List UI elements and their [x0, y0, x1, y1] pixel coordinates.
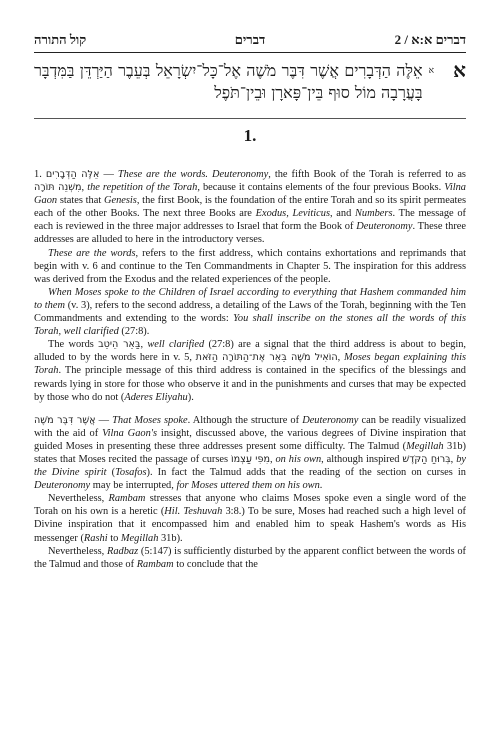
text-run: to conclude that the — [173, 558, 258, 570]
italic-run: These are the words — [48, 247, 136, 259]
italic-run: Rambam — [108, 493, 146, 505]
text-run: . The principle message of this third address is contained in the specifics of the blessings and rewards lying in store for those who observe it and in the punishments and curses that may be expected by those who do not ( — [34, 365, 466, 403]
hebrew-lemma: אֲשֶׁר דִּבֶּר מֹשֶׁה — [34, 414, 96, 426]
italic-run: the repetition of the Torah — [87, 182, 198, 194]
text-run: — — [95, 414, 113, 426]
italic-run: on his own — [275, 453, 322, 465]
text-run: can be readily visualized with the aid of — [34, 414, 467, 439]
italic-run: Hil. Teshuvah — [164, 506, 223, 518]
italic-run: Megillah — [406, 440, 444, 452]
text-run: , because it contains elements of the four previous Books. — [197, 182, 445, 194]
text-run: 1. — [34, 169, 46, 180]
hebrew-lemma: אֵלֶּה הַדְּבָרִים — [45, 169, 100, 180]
commentary-paragraph — [34, 168, 466, 247]
hebrew-term: מִשְׁנֵה תּוֹרָה — [34, 182, 82, 194]
commentary — [34, 168, 466, 571]
text-run: (27:8). — [118, 326, 150, 338]
text-run: may be interrupted, — [90, 480, 177, 492]
italic-run: Numbers — [354, 208, 393, 220]
text-run: 31b). — [158, 532, 183, 544]
text-run: 3:8.) To be sure, Moses had reached such a high level of Divine inspiration that it encompassed him and enabled him to speak Hashem's words as His messenger ( — [34, 506, 466, 544]
italic-run: Vilna Gaon — [34, 182, 466, 207]
hebrew-term: בַּאֵר הֵיטֵב — [98, 339, 141, 351]
text-run: states that — [57, 195, 104, 207]
header-page-ref: 2 / דברים א:א — [394, 32, 466, 47]
text-run: — — [99, 169, 118, 180]
italic-run: Exodus, Leviticus — [255, 208, 330, 220]
text-run: to — [107, 532, 121, 544]
commentary-paragraph — [34, 545, 466, 571]
verse-number: א — [428, 65, 434, 75]
italic-run: Rashi — [83, 532, 108, 544]
italic-run: These are the words. Deuteronomy — [117, 169, 269, 180]
text-run: Nevertheless, — [48, 545, 107, 557]
italic-run: Deuteronomy — [356, 221, 413, 233]
header-rule — [34, 52, 466, 53]
italic-run: for Moses uttered them on his own — [176, 480, 320, 492]
verse-block — [34, 60, 466, 104]
italic-run: Radbaz — [106, 545, 139, 557]
text-run: , — [81, 182, 88, 194]
text-run: (27:8) are a signal that the third address is about to begin, alluded to by the words here in v. 5, — [34, 339, 466, 364]
commentary-paragraph — [34, 338, 466, 403]
header-parsha: דברים — [234, 32, 266, 47]
text-run: , and — [330, 208, 355, 220]
italic-run: Genesis — [103, 195, 137, 207]
italic-run: Deuteronomy — [302, 414, 359, 426]
text-run: , the first Book, is the foundation of the entire Torah and so its spirit permeates each of the other Books. The next three Books are — [34, 195, 466, 220]
text-run: . Although the structure of — [187, 414, 303, 426]
italic-run: by the Divine spirit — [34, 453, 466, 479]
hebrew-term: הוֹאִיל מֹשֶׁה בֵּאֵר אֶת־הַתּוֹרָה הַזֹּאת — [195, 352, 338, 364]
hebrew-term: מִפִּי עַצְמוֹ — [231, 453, 270, 465]
text-run: , the fifth Book of the Torah is referred to as — [268, 169, 466, 180]
text-run: ( — [106, 467, 116, 479]
commentary-paragraph — [34, 492, 466, 544]
text-run: . — [319, 480, 323, 492]
text-run: , although inspired — [321, 453, 403, 465]
text-run: Nevertheless, — [48, 493, 109, 505]
text-run: ). — [187, 391, 194, 403]
text-run: The words — [48, 339, 99, 351]
text-run: . These three addresses are alluded to here in the introductory verses. — [34, 221, 466, 246]
italic-run: Moses began explaining this Torah — [34, 352, 466, 377]
text-run: (5:147) is sufficiently disturbed by the apparent conflict between the words of the Talmud and those of — [34, 545, 467, 570]
text-run: , refers to the first address, which contains exhortations and reprimands that begin with v. 6 and continue to the Ten Commandments in Chapter 5. The inspiration for this address was derived from the Exodus and the related experiences of the people. — [34, 247, 466, 285]
text-run: . The message of each is reviewed in the three major addresses to Israel that form the Book of — [34, 208, 466, 233]
verse-text: אֵלֶּה הַדְּבָרִים אֲשֶׁר דִּבֶּר מֹשֶׁה אֶל־כָּל־יִשְׂרָאֵל בְּעֵבֶר הַיַּרְדֵּן בַּמִּדְבָּר בָּעֲרָבָה מוֹל סוּף בֵּין־פָּארָן וּבֵין־תֹּפֶל — [34, 61, 423, 102]
verse-rule — [34, 118, 466, 119]
text-run: , — [140, 339, 148, 351]
italic-run: That Moses spoke — [112, 414, 188, 426]
italic-run: Deuteronomy — [34, 480, 91, 492]
text-run: , — [450, 453, 457, 465]
text-run: 31b) states that Moses recited the passage of curses — [34, 440, 466, 465]
italic-run: well clarified — [147, 339, 205, 351]
italic-run: Aderes Eliyahu — [124, 391, 188, 403]
section-number: 1. — [243, 126, 257, 145]
italic-run: Megillah — [120, 532, 159, 544]
hebrew-term: בְּרוּחַ הַקֹּדֶשׁ — [402, 453, 451, 465]
italic-run: Rambam — [136, 558, 174, 570]
text-run: , — [269, 453, 276, 465]
text-run: , — [337, 352, 344, 364]
commentary-paragraph — [34, 286, 466, 338]
italic-run: When Moses spoke to the Children of Israel according to everything that Hashem commanded him to them — [34, 286, 466, 311]
commentary-paragraph — [34, 414, 466, 493]
italic-run: Vilna Gaon's — [102, 427, 158, 439]
text-run: insight, discussed above, the various degrees of Divine inspiration that guided Moses in presenting these three addresses present some difficulty. The Talmud ( — [34, 427, 466, 452]
running-header — [34, 26, 466, 48]
commentary-paragraph — [34, 247, 466, 286]
italic-run: Tosafos — [115, 467, 147, 479]
italic-run: You shall inscribe on the stones all the words of this Torah, well clarified — [34, 313, 466, 338]
text-run: (v. 3), refers to the second address, a detailing of the Laws of the Torah, beginning with the Ten Commandments and extending to the words: — [34, 299, 466, 325]
text-run: ). In fact the Talmud adds that the reading of the section on curses in — [146, 467, 466, 479]
header-book-title: קול התורה — [34, 32, 87, 47]
text-run: stresses that anyone who claims Moses spoke even a single word of the Torah on his own is a heretic ( — [34, 493, 466, 518]
verse-letter: א — [453, 60, 466, 82]
